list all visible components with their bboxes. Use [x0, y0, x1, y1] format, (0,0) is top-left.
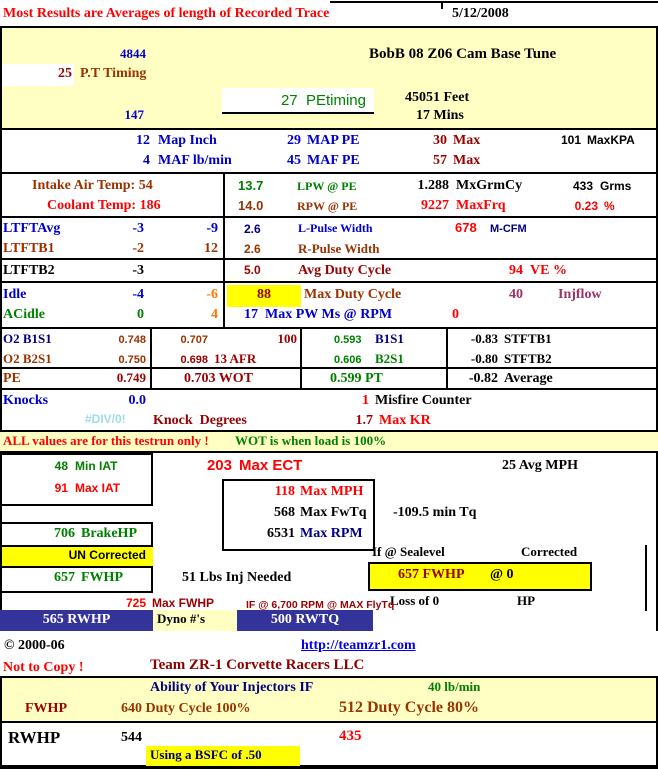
- idle-v2: -6: [206, 287, 218, 302]
- stftb1-label: STFTB1: [504, 331, 552, 346]
- pe-row-label: PE: [3, 371, 21, 386]
- ltftb2-label: LTFTB2: [3, 263, 55, 278]
- maxfrq-value: 9227: [421, 198, 449, 213]
- maf-pe-value: 45: [287, 153, 301, 168]
- mxgrmcy-value: 1.288: [417, 178, 449, 193]
- maxpw-value: 17: [244, 307, 258, 322]
- top-right-tick: [441, 1, 443, 9]
- lpulse-label: L-Pulse Width: [298, 222, 373, 235]
- max-fwtq-value: 568: [274, 505, 295, 520]
- ltftavg-v1: -3: [132, 221, 144, 236]
- maxkr-value: 1.7: [355, 413, 373, 428]
- coolant-temp: Coolant Temp: 186: [47, 198, 161, 213]
- wot-value: 0.703 WOT: [184, 371, 253, 386]
- ltftb2-v1: -3: [132, 263, 144, 278]
- bottom-border: [0, 765, 658, 769]
- max-ect-value: 203: [206, 457, 232, 474]
- bottom-side-borders: [0, 723, 658, 767]
- acidle-label: ACidle: [3, 307, 45, 322]
- section-line: [0, 327, 658, 329]
- maf-max-label: Max: [453, 153, 481, 168]
- map-max-value: 30: [433, 133, 447, 148]
- rwhp-bar-value: 565 RWHP: [42, 612, 111, 627]
- top-right-line: [330, 1, 658, 3]
- knocks-label: Knocks: [3, 393, 49, 408]
- rwhp100-value: 544: [121, 730, 142, 745]
- max-iat-label: Max IAT: [75, 481, 121, 495]
- banner-right: WOT is when load is 100%: [235, 433, 387, 448]
- stftb2-label: STFTB2: [504, 351, 552, 366]
- rwhp80-value: 435: [339, 728, 362, 744]
- report-date: 5/12/2008: [452, 6, 509, 21]
- teamzr1-link[interactable]: http://teamzr1.com: [301, 638, 416, 653]
- max-fwtq-label: Max FwTq: [300, 505, 367, 520]
- max-fwhp-value: 725: [125, 596, 146, 610]
- fwhp-label: FWHP: [81, 570, 123, 585]
- maxduty-label: Max Duty Cycle: [304, 287, 402, 302]
- injector-section: [0, 676, 658, 723]
- maf-max-value: 57: [433, 153, 447, 168]
- ve-value: 94: [509, 263, 523, 278]
- maxpw-rpm: 0: [452, 307, 459, 322]
- rpw-label: RPW @ PE: [297, 199, 358, 213]
- trace-count: 4844: [120, 46, 146, 61]
- grms-label: Grms: [600, 179, 632, 193]
- fwhp-box: [0, 566, 153, 593]
- fly-condition: IF @ 6,700 RPM @ MAX FlyTq: [246, 599, 395, 611]
- o2-b1s1-v1: 0.748: [118, 334, 146, 346]
- o2-table-divider: [300, 329, 302, 389]
- maxfrq-label: MaxFrq: [456, 198, 506, 213]
- pt-timing-value: 25: [58, 66, 72, 81]
- o2-table-divider: [446, 329, 448, 389]
- duty80-value: 512 Duty Cycle 80%: [339, 699, 479, 716]
- corrected-label: Corrected: [521, 544, 578, 559]
- acidle-v1: 0: [137, 307, 144, 322]
- mcfm-value: 678: [455, 220, 477, 235]
- maf-value: 4: [143, 153, 150, 168]
- avg-mph: 25 Avg MPH: [502, 458, 578, 473]
- feet-value: 45051 Feet: [405, 90, 470, 105]
- section-line: [0, 367, 658, 369]
- max-rpm-value: 6531: [267, 526, 295, 541]
- tune-name: BobB 08 Z06 Cam Base Tune: [369, 46, 557, 62]
- maf-label: MAF lb/min: [158, 153, 232, 168]
- min-tq: -109.5 min Tq: [393, 505, 477, 520]
- section-line: [0, 258, 658, 260]
- ltftb1-label: LTFTB1: [3, 241, 55, 256]
- duty100-value: 640 Duty Cycle 100%: [121, 701, 251, 716]
- max-fwhp-label: Max FWHP: [152, 596, 215, 610]
- map-pe-label: MAP PE: [307, 133, 360, 148]
- section-line: [0, 172, 658, 174]
- max-mph-label: Max MPH: [300, 484, 364, 499]
- map-max-label: Max: [453, 133, 481, 148]
- stft-avg-label: Average: [504, 371, 553, 386]
- ability-label: Ability of Your Injectors IF: [150, 680, 314, 695]
- sealevel-fwhp-value: 657 FWHP: [398, 567, 465, 582]
- loss-label: Loss of 0: [390, 593, 440, 608]
- maxkpa-value: 101: [560, 133, 581, 147]
- map-pe-value: 29: [287, 133, 301, 148]
- mxgrmcy-label: MxGrmCy: [456, 178, 523, 193]
- stft-avg-value: -0.82: [468, 371, 498, 386]
- pt-timing-label: P.T Timing: [80, 66, 147, 81]
- uncorrected-label: UN Corrected: [68, 548, 146, 562]
- sealevel-fwhp-at: @ 0: [490, 567, 514, 582]
- pe-timing-value: 27 PEtiming: [280, 92, 366, 109]
- o2-b2s1-v4: 0.606: [334, 354, 362, 366]
- rpulse-value: 2.6: [244, 242, 261, 256]
- maxduty-value: 88: [257, 287, 271, 302]
- avgduty-label: Avg Duty Cycle: [298, 263, 392, 278]
- injector-flow: 40 lb/min: [428, 679, 481, 694]
- right-cell-line: [645, 545, 647, 611]
- lpw-label: LPW @ PE: [297, 179, 357, 193]
- banner-left: ALL values are for this testrun only !: [3, 433, 209, 448]
- o2-b1s1-v4: 0.593: [334, 334, 362, 346]
- injflow-value: 40: [509, 287, 523, 302]
- not-to-copy: Not to Copy !: [3, 660, 84, 675]
- ve-label: VE %: [530, 263, 567, 278]
- misfire-label: Misfire Counter: [375, 393, 472, 408]
- afr-label: 13 AFR: [214, 351, 257, 366]
- maxkr-label: Max KR: [379, 413, 431, 428]
- avgduty-value: 5.0: [244, 263, 261, 277]
- misfire-value: 1: [362, 393, 369, 408]
- o2-b1s1-v3: 100: [277, 331, 297, 346]
- maf-pe-label: MAF PE: [307, 153, 360, 168]
- intake-air-temp: Intake Air Temp: 54: [32, 178, 153, 193]
- knock-degrees-label: Knock Degrees: [153, 413, 247, 428]
- ltftavg-v2: -9: [206, 221, 218, 236]
- ltftb1-v2: 12: [204, 241, 218, 256]
- hp-label: HP: [517, 593, 536, 608]
- idle-label: Idle: [3, 287, 27, 302]
- section-line: [0, 281, 658, 283]
- low-count: 147: [124, 107, 144, 122]
- o2-b2s1-v2: 0.698: [180, 354, 208, 366]
- lpw-value: 13.7: [238, 178, 264, 193]
- pt-value: 0.599 PT: [330, 371, 383, 386]
- max-mph-value: 118: [274, 484, 295, 499]
- acidle-v2: 4: [211, 307, 218, 322]
- o2-b2s1-l4: B2S1: [375, 351, 404, 366]
- max-rpm-label: Max RPM: [300, 526, 363, 541]
- injflow-label: Injflow: [558, 287, 602, 302]
- ltftb1-v1: -2: [132, 241, 144, 256]
- team-name: Team ZR-1 Corvette Racers LLC: [150, 657, 365, 673]
- o2-b2s1-label: O2 B2S1: [3, 351, 52, 366]
- o2-b1s1-l4: B1S1: [375, 331, 404, 346]
- bsfc-note: Using a BSFC of .50: [150, 747, 262, 762]
- brakehp-value: 706: [54, 526, 75, 541]
- stftb2-value: -0.80: [470, 351, 498, 366]
- max-ect-label: Max ECT: [239, 457, 303, 474]
- o2-b1s1-label: O2 B1S1: [3, 331, 52, 346]
- maxpw-label: Max PW Ms @ RPM: [265, 307, 393, 322]
- map-inch-label: Map Inch: [158, 133, 217, 148]
- idle-v1: -4: [132, 287, 144, 302]
- rpw-value: 14.0: [238, 198, 264, 213]
- grms-value: 433: [572, 179, 593, 193]
- dyno-nums-label: Dyno #'s: [157, 611, 206, 626]
- rwhp-row-label: RWHP: [8, 728, 61, 747]
- rwtq-bar-value: 500 RWTQ: [270, 612, 340, 627]
- knocks-value: 0.0: [128, 393, 146, 408]
- pe-v1: 0.749: [116, 370, 146, 385]
- rpulse-label: R-Pulse Width: [298, 241, 380, 256]
- min-iat-value: 48: [54, 459, 68, 473]
- lpulse-value: 2.6: [244, 222, 261, 236]
- copyright: © 2000-06: [4, 638, 65, 653]
- fwhp-value: 657: [54, 570, 75, 585]
- mins-value: 17 Mins: [416, 108, 464, 123]
- section-line: [0, 216, 658, 218]
- min-iat-label: Min IAT: [75, 459, 118, 473]
- pct-value: 0.23: [574, 199, 598, 213]
- o2-b1s1-v2: 0.707: [180, 334, 208, 346]
- column-divider: [223, 174, 225, 329]
- inj-needed: 51 Lbs Inj Needed: [182, 570, 292, 585]
- div0-error: #DIV/0!: [85, 412, 126, 426]
- section-line: [0, 388, 658, 390]
- ltftavg-label: LTFTAvg: [3, 221, 61, 236]
- max-iat-value: 91: [54, 481, 68, 495]
- map-inch-value: 12: [136, 133, 150, 148]
- brakehp-label: BrakeHP: [81, 526, 137, 541]
- pct-label: %: [604, 199, 615, 213]
- sealevel-label: If @ Sealevel: [372, 544, 445, 559]
- o2-b2s1-v1: 0.750: [118, 354, 146, 366]
- o2-table-divider: [150, 329, 152, 389]
- mcfm-label: M-CFM: [490, 223, 527, 235]
- fwhp-row-label: FWHP: [25, 701, 67, 716]
- maxkpa-label: MaxKPA: [587, 133, 635, 147]
- stftb1-value: -0.83: [470, 331, 498, 346]
- trace-note: Most Results are Averages of length of Recorded Trace: [3, 6, 330, 21]
